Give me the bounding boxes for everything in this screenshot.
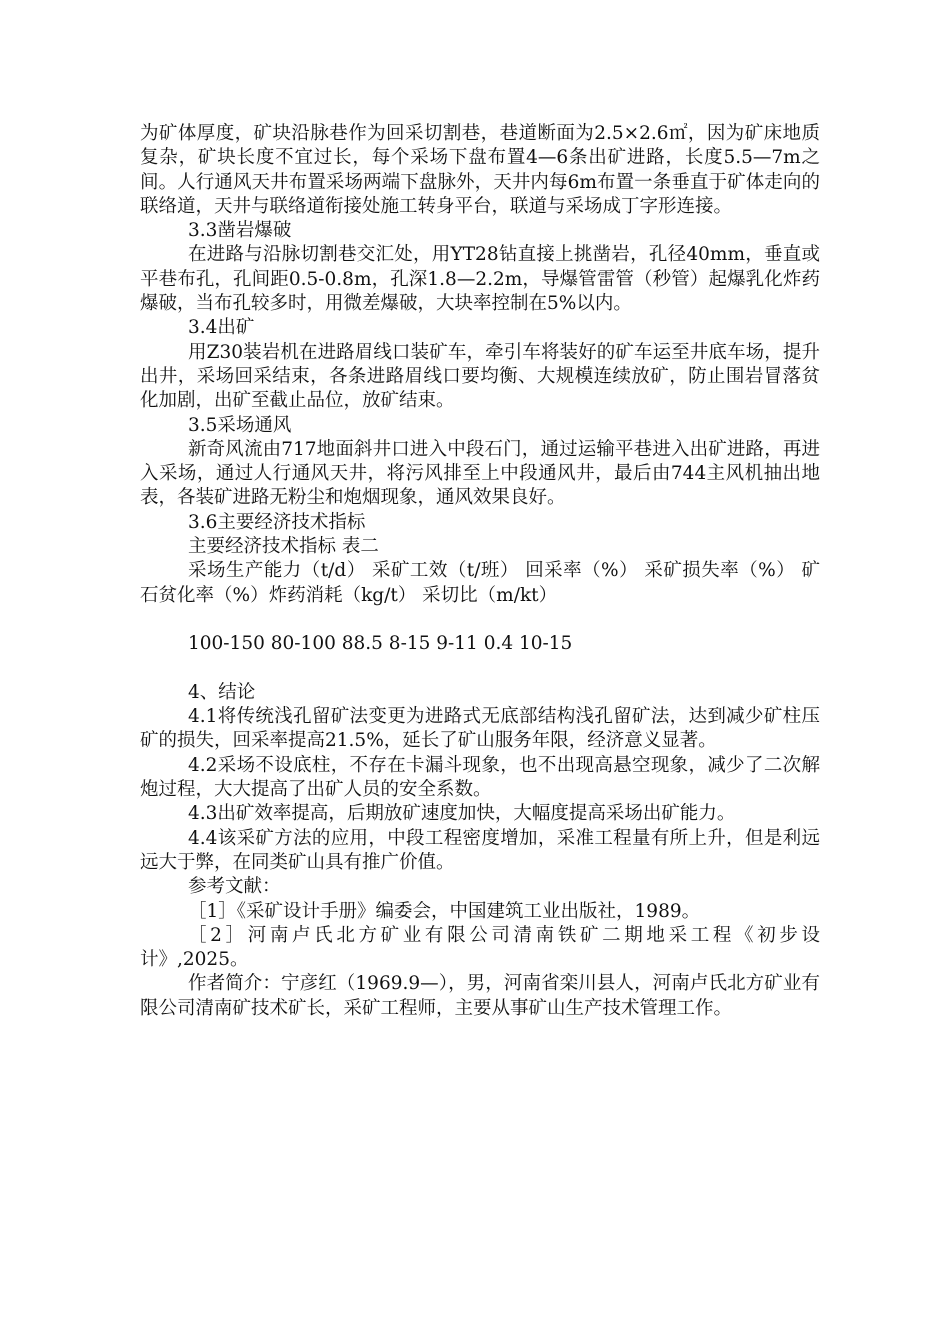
paragraph-ventilation: 新奇风流由717地面斜井口进入中段石门，通过运输平巷进入出矿进路，再进入采场，通过人行通风天井，将污风排至上中段通风井，最后由744主风机抽出地表，各装矿进路无粉尘和炮烟现象，通风效果良好。	[140, 438, 820, 509]
spacer	[140, 608, 820, 632]
paragraph-ore-extraction: 用Z30装岩机在进路眉线口装矿车，牵引车将装好的矿车运至井底车场，提升出井，采场回采结束，各条进路眉线口要均衡、大规模连续放矿，防止围岩冒落贫化加剧，出矿至截止品位，放矿结束。	[140, 341, 820, 412]
section-heading-3-3: 3.3凿岩爆破	[188, 220, 292, 242]
section-heading-4: 4、结论	[188, 681, 256, 703]
reference-2: ［2］河南卢氏北方矿业有限公司清南铁矿二期地采工程《初步设计》,2025。	[140, 924, 820, 971]
table-header-row: 采场生产能力（t/d） 采矿工效（t/班） 回采率（%） 采矿损失率（%） 矿石贫化率（%）炸药消耗（kg/t） 采切比（m/kt）	[140, 560, 820, 606]
table-title: 主要经济技术指标 表二	[188, 536, 379, 558]
section-heading-3-5: 3.5采场通风	[188, 414, 292, 436]
section-heading-3-4: 3.4出矿	[188, 317, 255, 339]
author-bio: 作者简介：宁彦红（1969.9—），男，河南省栾川县人，河南卢氏北方矿业有限公司清南矿技术矿长，采矿工程师，主要从事矿山生产技术管理工作。	[140, 973, 820, 1019]
reference-1: ［1］《采矿设计手册》编委会，中国建筑工业出版社，1989。	[188, 900, 701, 922]
conclusion-4-4: 4.4该采矿方法的应用，中段工程密度增加，采准工程量有所上升，但是利远远大于弊，在同类矿山具有推广价值。	[140, 827, 820, 873]
section-heading-3-6: 3.6主要经济技术指标	[188, 511, 366, 533]
paragraph-drilling-blasting: 在进路与沿脉切割巷交汇处，用YT28钻直接上挑凿岩，孔径40mm，垂直或平巷布孔，孔间距0.5-0.8m，孔深1.8—2.2m，导爆管雷管（秒管）起爆乳化炸药爆破，当布孔较多时，用微差爆破，大块率控制在5%以内。	[140, 244, 820, 315]
conclusion-4-1: 4.1将传统浅孔留矿法变更为进路式无底部结构浅孔留矿法，达到减少矿柱压矿的损失，回采率提高21.5%，延长了矿山服务年限，经济意义显著。	[140, 706, 820, 752]
document-body	[140, 122, 820, 1021]
table-values-row: 100-150 80-100 88.5 8-15 9-11 0.4 10-15	[188, 633, 573, 655]
conclusion-4-2: 4.2采场不设底柱，不存在卡漏斗现象，也不出现高悬空现象，减少了二次解炮过程，大大提高了出矿人员的安全系数。	[140, 754, 820, 801]
conclusion-4-3: 4.3出矿效率提高，后期放矿速度加快，大幅度提高采场出矿能力。	[188, 803, 736, 825]
spacer	[140, 657, 820, 681]
paragraph-mining-layout: 为矿体厚度，矿块沿脉巷作为回采切割巷，巷道断面为2.5×2.6㎡，因为矿床地质复杂，矿块长度不宜过长，每个采场下盘布置4—6条出矿进路，长度5.5—7m之间。人行通风天井布置采场两端下盘脉外，天井内每6m布置一条垂直于矿体走向的联络道，天井与联络道衔接处施工转身平台，联道与采场成丁字形连接。	[140, 123, 820, 217]
references-heading: 参考文献：	[188, 876, 281, 898]
